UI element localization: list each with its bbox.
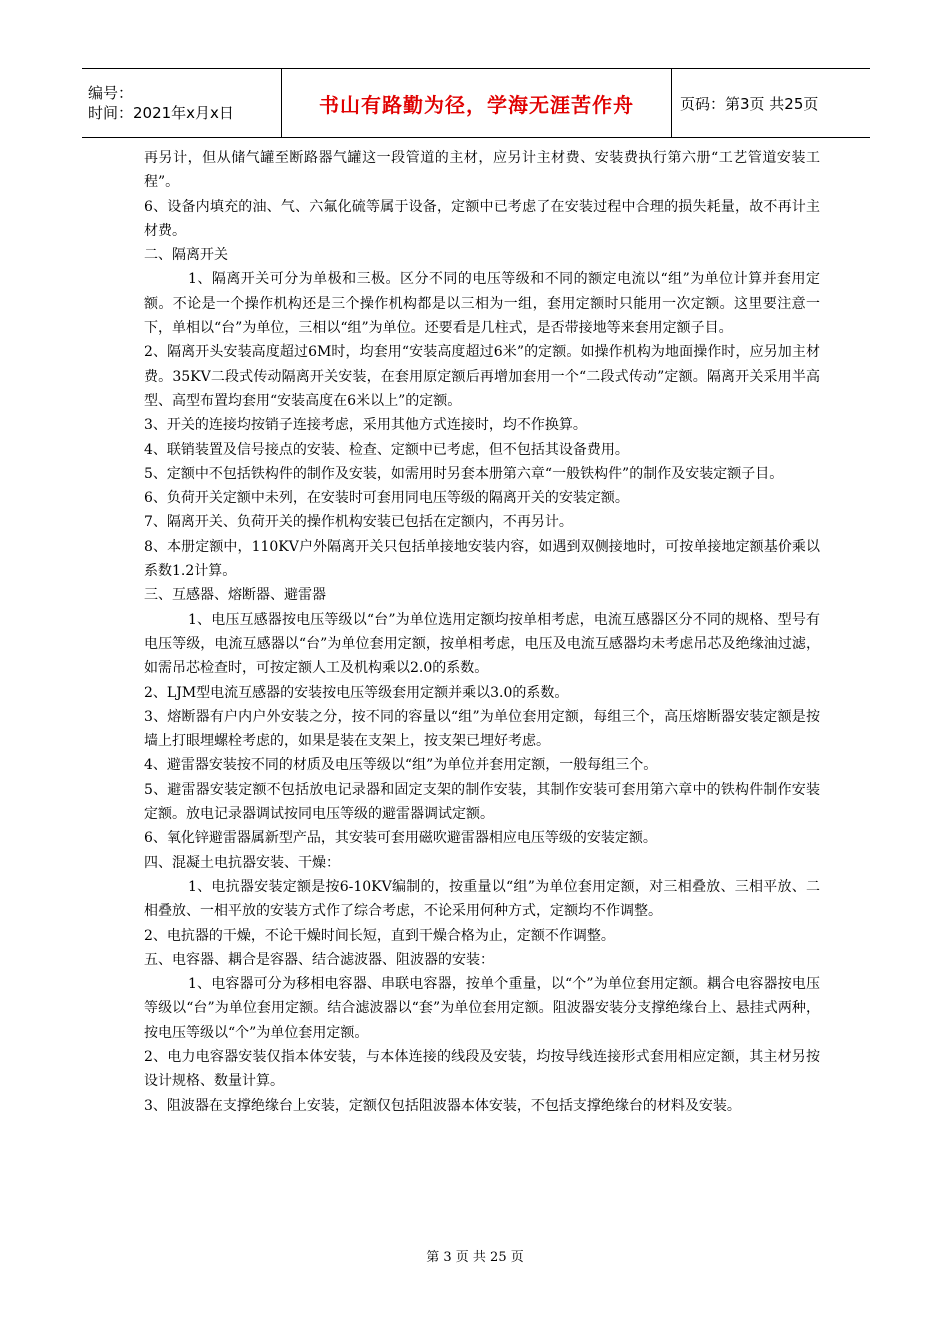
paragraph: 3、熔断器有户内户外安装之分，按不同的容量以“组”为单位套用定额，每组三个，高压熔断器安装定额是按墙上打眼埋螺栓考虑的，如果是装在支架上，按支架已埋好考虑。 — [144, 708, 820, 750]
paragraph: 6、负荷开关定额中未列，在安装时可套用同电压等级的隔离开关的安装定额。 — [144, 490, 629, 507]
page-number-label: 页码：第3页 共25页 — [680, 94, 819, 113]
page-footer: 第 3 页 共 25 页 — [426, 1250, 524, 1265]
document-body — [144, 146, 820, 1118]
paragraph: 再另计，但从储气罐至断路器气罐这一段管道的主材，应另计主材费、安装费执行第六册“工艺管道安装工程”。 — [144, 150, 820, 191]
paragraph: 5、定额中不包括铁构件的制作及安装，如需用时另套本册第六章“一般铁构件”的制作及安装定额子目。 — [144, 465, 784, 482]
paragraph: 1、电抗器安装定额是按6-10KV编制的，按重量以“组”为单位套用定额，对三相叠放、三相平放、二相叠放、一相平放的安装方式作了综合考虑，不论采用何种方式，定额均不作调整。 — [144, 878, 820, 920]
paragraph: 6、氧化锌避雷器属新型产品，其安装可套用磁吹避雷器相应电压等级的安装定额。 — [144, 830, 657, 847]
paragraph: 1、隔离开关可分为单极和三极。区分不同的电压等级和不同的额定电流以“组”为单位计算并套用定额。不论是一个操作机构还是三个操作机构都是以三相为一组，套用定额时只能用一次定额。这里要注意一下，单相以“台”为单位，三相以“组”为单位。还要看是几柱式，是否带接地等来套用定额子目。 — [144, 271, 820, 337]
section-heading: 五、电容器、耦合是容器、结合滤波器、阻波器的安装： — [144, 951, 494, 968]
paragraph: 3、阻波器在支撑绝缘台上安装，定额仅包括阻波器本体安装，不包括支撑绝缘台的材料及安装。 — [144, 1097, 741, 1114]
section-heading: 三、互感器、熔断器、避雷器 — [144, 587, 326, 604]
paragraph: 2、电抗器的干燥，不论干燥时间长短，直到干燥合格为止，定额不作调整。 — [144, 927, 615, 944]
section-heading: 二、隔离开关 — [144, 247, 228, 264]
paragraph: 4、避雷器安装按不同的材质及电压等级以“组”为单位并套用定额，一般每组三个。 — [144, 757, 658, 774]
header-info-cell — [82, 69, 282, 137]
paragraph: 5、避雷器安装定额不包括放电记录器和固定支架的制作安装，其制作安装可套用第六章中的铁构件制作安装定额。放电记录器调试按同电压等级的避雷器调试定额。 — [144, 781, 820, 823]
paragraph: 3、开关的连接均按销子连接考虑，采用其他方式连接时，均不作换算。 — [144, 417, 587, 434]
header-motto-cell — [282, 69, 672, 137]
paragraph: 1、电容器可分为移相电容器、串联电容器，按单个重量，以“个”为单位套用定额。耦合电容器按电压等级以“台”为单位套用定额。结合滤波器以“套”为单位套用定额。阻波器安装分支撑绝缘台上、悬挂式两种，按电压等级以“个”为单位套用定额。 — [144, 976, 820, 1041]
paragraph: 2、电力电容器安装仅指本体安装，与本体连接的线段及安装，均按导线连接形式套用相应定额，其主材另按设计规格、数量计算。 — [144, 1048, 820, 1090]
paragraph: 2、隔离开头安装高度超过6M时，均套用“安装高度超过6米”的定额。如操作机构为地面操作时，应另加主材费。35KV二段式传动隔离开关安装，在套用原定额后再增加套用一个“二段式传动”定额。隔离开关采用半高型、高型布置均套用“安装高度在6米以上”的定额。 — [144, 344, 820, 409]
section-heading: 四、混凝土电抗器安装、干燥： — [144, 854, 340, 871]
page-header — [82, 68, 870, 138]
paragraph: 6、设备内填充的油、气、六氟化硫等属于设备，定额中已考虑了在安装过程中合理的损失耗量，故不再计主材费。 — [144, 198, 820, 239]
paragraph: 1、电压互感器按电压等级以“台”为单位选用定额均按单相考虑，电流互感器区分不同的规格、型号有电压等级，电流互感器以“台”为单位套用定额，按单相考虑，电压及电流互感器均未考虑吊芯及绝缘油过滤，如需吊芯检查时，可按定额人工及机构乘以2.0的系数。 — [144, 611, 820, 677]
motto-text: 书山有路勤为径，学海无涯苦作舟 — [319, 92, 634, 117]
document-number-label: 编号： — [88, 84, 134, 102]
paragraph: 4、联销装置及信号接点的安装、检查、定额中已考虑，但不包括其设备费用。 — [144, 441, 629, 458]
paragraph: 8、本册定额中，110KV户外隔离开关只包括单接地安装内容，如遇到双侧接地时，可按单接地定额基价乘以系数1.2计算。 — [144, 538, 820, 580]
header-page-cell — [672, 69, 870, 137]
document-time-label: 时间：2021年x月x日 — [88, 104, 234, 122]
paragraph: 7、隔离开关、负荷开关的操作机构安装已包括在定额内，不再另计。 — [144, 514, 573, 531]
paragraph: 2、LJM型电流互感器的安装按电压等级套用定额并乘以3.0的系数。 — [144, 684, 569, 701]
